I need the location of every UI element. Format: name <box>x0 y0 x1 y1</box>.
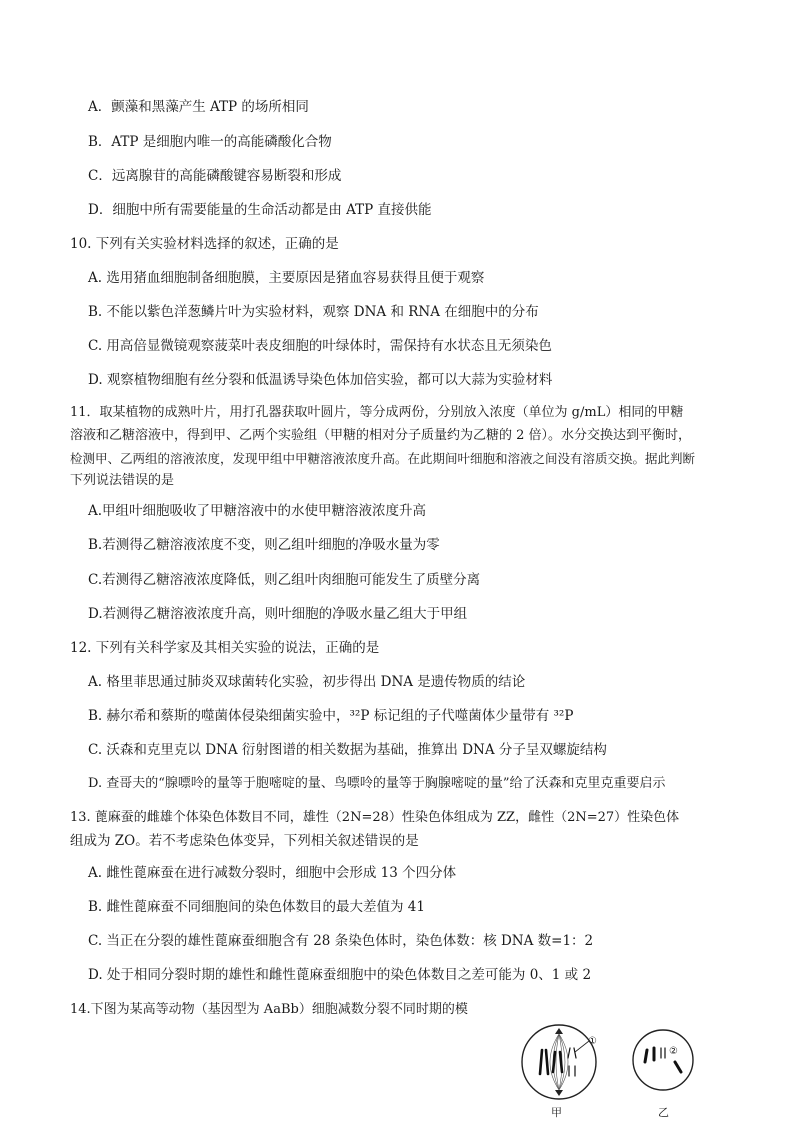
q11-option-c: C.若测得乙糖溶液浓度降低，则乙组叶肉细胞可能发生了质壁分离 <box>88 572 481 588</box>
q11-stem-line-2: 溶液和乙糖溶液中，得到甲、乙两个实验组（甲糖的相对分子质量约为乙糖的 2 倍）。水分交换达到平衡时， <box>70 428 692 443</box>
q13-stem-line-2: 组成为 ZO。若不考虑染色体变异，下列相关叙述错误的是 <box>70 833 419 849</box>
q12-option-a: A. 格里菲思通过肺炎双球菌转化实验，初步得出 DNA 是遗传物质的结论 <box>88 674 526 690</box>
cell-jia-pole-bottom <box>555 1090 563 1096</box>
figure-label-jia: 甲 <box>551 1106 562 1119</box>
q11-option-a: A.甲组叶细胞吸收了甲糖溶液中的水使甲糖溶液浓度升高 <box>88 503 427 519</box>
q13-option-c: C. 当正在分裂的雄性蓖麻蚕细胞含有 28 条染色体时，染色体数：核 DNA 数=1：2 <box>88 933 594 949</box>
cell-yi-diagram <box>633 1030 693 1090</box>
q11-stem-line-4: 下列说法错误的是 <box>70 473 175 488</box>
q11-stem-line-3: 检测甲、乙两组的溶液浓度，发现甲组中甲糖溶液浓度升高。在此期间叶细胞和溶液之间没有溶质交换。据此判断 <box>70 451 696 466</box>
q11-option-b: B.若测得乙糖溶液浓度不变，则乙组叶细胞的净吸水量为零 <box>88 537 440 553</box>
q12-option-c: C. 沃森和克里克以 DNA 衍射图谱的相关数据为基础，推算出 DNA 分子呈双螺旋结构 <box>88 742 607 758</box>
figure-label-yi: 乙 <box>658 1106 669 1119</box>
q9-option-c: C．远离腺苷的高能磷酸键容易断裂和形成 <box>88 168 342 184</box>
q10-option-d: D. 观察植物细胞有丝分裂和低温诱导染色体加倍实验，都可以大蒜为实验材料 <box>88 372 553 388</box>
q10-option-b: B. 不能以紫色洋葱鳞片叶为实验材料，观察 DNA 和 RNA 在细胞中的分布 <box>88 304 539 320</box>
cell-jia-chromosomes-white <box>568 1048 576 1076</box>
q12-option-b: B. 赫尔希和蔡斯的噬菌体侵染细菌实验中，³²P 标记组的子代噬菌体少量带有 ³²P <box>88 708 574 724</box>
marker-1-pointer <box>575 1041 589 1052</box>
q12-option-d: D. 查哥夫的“腺嘌呤的量等于胞嘧啶的量、鸟嘌呤的量等于胸腺嘧啶的量”给了沃森和克里克重要启示 <box>88 776 666 791</box>
q13-option-d: D. 处于相同分裂时期的雄性和雌性蓖麻蚕细胞中的染色体数目之差可能为 0、1 或 2 <box>88 967 592 983</box>
q10-option-a: A. 选用猪血细胞制备细胞膜，主要原因是猪血容易获得且便于观察 <box>88 270 485 286</box>
q13-stem-line-1: 13. 蓖麻蚕的雌雄个体染色体数目不同，雄性（2N=28）性染色体组成为 ZZ，雌性（2N=27）性染色体 <box>70 810 680 825</box>
q9-option-d: D．细胞中所有需要能量的生命活动都是由 ATP 直接供能 <box>88 202 432 218</box>
marker-1: ① <box>588 1036 597 1047</box>
cell-division-diagram <box>515 1022 715 1123</box>
marker-2: ② <box>669 1046 678 1057</box>
q11-stem-line-1: 11．取某植物的成熟叶片，用打孔器获取叶圆片，等分成两份，分别放入浓度（单位为 g/mL）相同的甲糖 <box>70 405 684 420</box>
q9-option-a: A．颤藻和黑藻产生 ATP 的场所相同 <box>88 99 309 115</box>
cell-jia-pole-top <box>555 1028 563 1034</box>
cell-division-figure <box>515 1022 715 1123</box>
q13-option-a: A. 雌性蓖麻蚕在进行减数分裂时，细胞中会形成 13 个四分体 <box>88 865 457 881</box>
q9-option-b: B．ATP 是细胞内唯一的高能磷酸化合物 <box>88 134 332 150</box>
q14-stem: 14.下图为某高等动物（基因型为 AaBb）细胞减数分裂不同时期的模 <box>70 1002 468 1017</box>
q13-option-b: B. 雌性蓖麻蚕不同细胞间的染色体数目的最大差值为 41 <box>88 899 425 915</box>
q10-stem: 10. 下列有关实验材料选择的叙述，正确的是 <box>70 236 339 252</box>
q12-stem: 12. 下列有关科学家及其相关实验的说法，正确的是 <box>70 640 380 656</box>
cell-yi-membrane <box>633 1030 693 1090</box>
q10-option-c: C. 用高倍显微镜观察菠菜叶表皮细胞的叶绿体时，需保持有水状态且无须染色 <box>88 338 552 354</box>
cell-jia-diagram <box>522 1025 597 1099</box>
cell-jia-membrane <box>522 1025 596 1099</box>
q11-option-d: D.若测得乙糖溶液浓度升高，则叶细胞的净吸水量乙组大于甲组 <box>88 606 468 622</box>
